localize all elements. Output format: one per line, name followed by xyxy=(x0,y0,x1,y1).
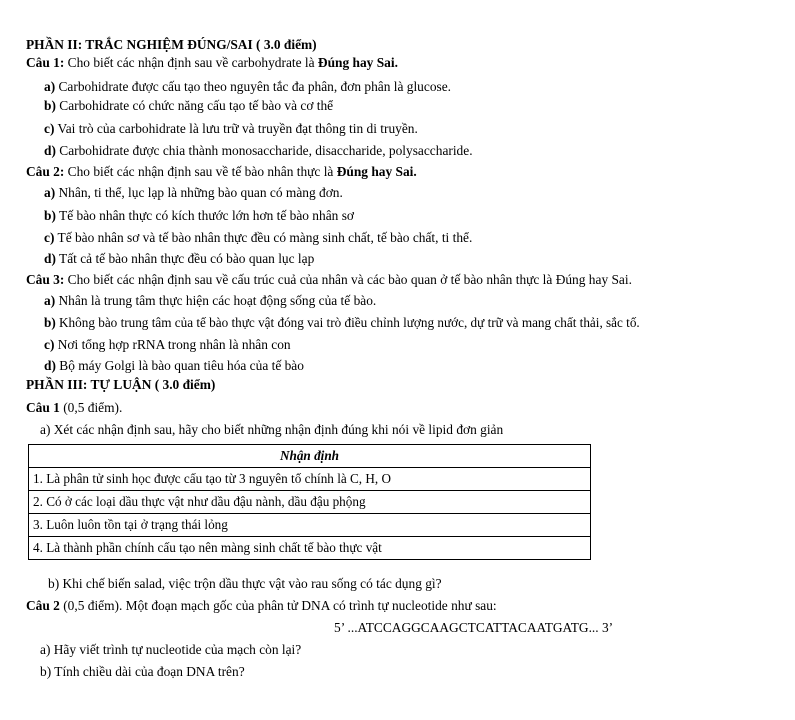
option-3d xyxy=(44,358,304,374)
option-1b xyxy=(44,98,333,114)
statements-table xyxy=(28,444,591,560)
table-cell: 2. Có ở các loại dầu thực vật như dầu đậu nành, dầu đậu phộng xyxy=(29,491,591,514)
option-letter: b) xyxy=(44,98,56,113)
question-label: Câu 2 xyxy=(26,598,60,613)
option-1a xyxy=(44,79,451,95)
option-letter: b) xyxy=(44,315,56,330)
option-3b xyxy=(44,315,640,331)
table-cell: 3. Luôn luôn tồn tại ở trạng thái lỏng xyxy=(29,514,591,537)
question-text: Cho biết các nhận định sau về tế bào nhân thực là xyxy=(64,164,337,179)
option-letter: a) xyxy=(44,79,56,94)
table-header: Nhận định xyxy=(29,445,591,468)
part3-heading: PHẦN III: TỰ LUẬN ( 3.0 điểm) xyxy=(26,377,216,392)
question-text: Cho biết các nhận định sau về carbohydrate là xyxy=(64,55,318,70)
essay-question-1 xyxy=(26,400,122,416)
question-3 xyxy=(26,272,632,288)
table-row xyxy=(29,468,591,491)
option-2a xyxy=(44,185,343,201)
option-text: Nhân là trung tâm thực hiện các hoạt động sống của tế bào. xyxy=(55,293,377,308)
essay-question-2b: b) Tính chiều dài của đoạn DNA trên? xyxy=(40,664,245,679)
essay-question-2 xyxy=(26,598,497,614)
option-text: Nơi tổng hợp rRNA trong nhân là nhân con xyxy=(54,337,291,352)
option-text: Bộ máy Golgi là bào quan tiêu hóa của tế bào xyxy=(55,358,304,373)
part2-heading: PHẦN II: TRẮC NGHIỆM ĐÚNG/SAI ( 3.0 điểm) xyxy=(26,37,317,52)
question-1 xyxy=(26,55,398,71)
option-text: Nhân, ti thể, lục lạp là những bào quan có màng đơn. xyxy=(55,185,343,200)
option-1d xyxy=(44,143,473,159)
question-text: (0,5 điểm). xyxy=(59,400,123,415)
table-cell: 4. Là thành phần chính cấu tạo nên màng sinh chất tế bào thực vật xyxy=(29,537,591,560)
essay-question-1a: a) Xét các nhận định sau, hãy cho biết những nhận định đúng khi nói về lipid đơn giản xyxy=(40,422,504,437)
question-label: Câu 3: xyxy=(26,272,65,287)
question-2 xyxy=(26,164,417,180)
option-letter: b) xyxy=(44,208,56,223)
question-label: Câu 1 xyxy=(26,400,60,415)
option-letter: c) xyxy=(44,121,55,136)
option-text: Tế bào nhân thực có kích thước lớn hơn tế bào nhân sơ xyxy=(55,208,354,223)
question-label: Câu 2: xyxy=(26,164,65,179)
option-letter: a) xyxy=(44,185,56,200)
option-2d xyxy=(44,251,314,267)
option-text: Vai trò của carbohidrate là lưu trữ và truyền đạt thông tin di truyền. xyxy=(54,121,418,136)
option-text: Carbohidrate có chức năng cấu tạo tế bào và cơ thể xyxy=(55,98,334,113)
dna-sequence: 5’ ...ATCCAGGCAAGCTCATTACAATGATG... 3’ xyxy=(334,620,614,635)
essay-question-2a: a) Hãy viết trình tự nucleotide của mạch còn lại? xyxy=(40,642,302,657)
table-row xyxy=(29,514,591,537)
option-letter: c) xyxy=(44,230,55,245)
question-emphasis: Đúng hay Sai. xyxy=(317,55,398,70)
essay-question-1b: b) Khi chế biến salad, việc trộn dầu thực vật vào rau sống có tác dụng gì? xyxy=(48,576,442,591)
table-header-row xyxy=(29,445,591,468)
question-text: Cho biết các nhận định sau về cấu trúc cuả của nhân và các bào quan ở tế bào nhân thực là Đúng hay Sai. xyxy=(64,272,632,287)
option-letter: d) xyxy=(44,251,56,266)
question-emphasis: Đúng hay Sai. xyxy=(336,164,417,179)
option-2b xyxy=(44,208,354,224)
option-letter: d) xyxy=(44,358,56,373)
option-text: Không bào trung tâm của tế bào thực vật đóng vai trò điều chỉnh lượng nước, dự trữ và mang chất thải, sắc tố. xyxy=(55,315,640,330)
option-letter: c) xyxy=(44,337,55,352)
option-letter: d) xyxy=(44,143,56,158)
table-row xyxy=(29,537,591,560)
option-text: Tất cả tế bào nhân thực đều có bào quan lục lạp xyxy=(55,251,315,266)
table-row xyxy=(29,491,591,514)
option-3a xyxy=(44,293,376,309)
option-text: Carbohidrate được cấu tạo theo nguyên tắc đa phân, đơn phân là glucose. xyxy=(55,79,452,94)
option-letter: a) xyxy=(44,293,56,308)
table-cell: 1. Là phân tử sinh học được cấu tạo từ 3 nguyên tố chính là C, H, O xyxy=(29,468,591,491)
option-3c xyxy=(44,337,291,353)
question-text: (0,5 điểm). Một đoạn mạch gốc của phân tử DNA có trình tự nucleotide như sau: xyxy=(59,598,497,613)
question-label: Câu 1: xyxy=(26,55,65,70)
option-text: Carbohidrate được chia thành monosaccharide, disaccharide, polysaccharide. xyxy=(55,143,473,158)
option-1c xyxy=(44,121,418,137)
option-text: Tế bào nhân sơ và tế bào nhân thực đều có màng sinh chất, tế bào chất, ti thể. xyxy=(54,230,473,245)
option-2c xyxy=(44,230,472,246)
